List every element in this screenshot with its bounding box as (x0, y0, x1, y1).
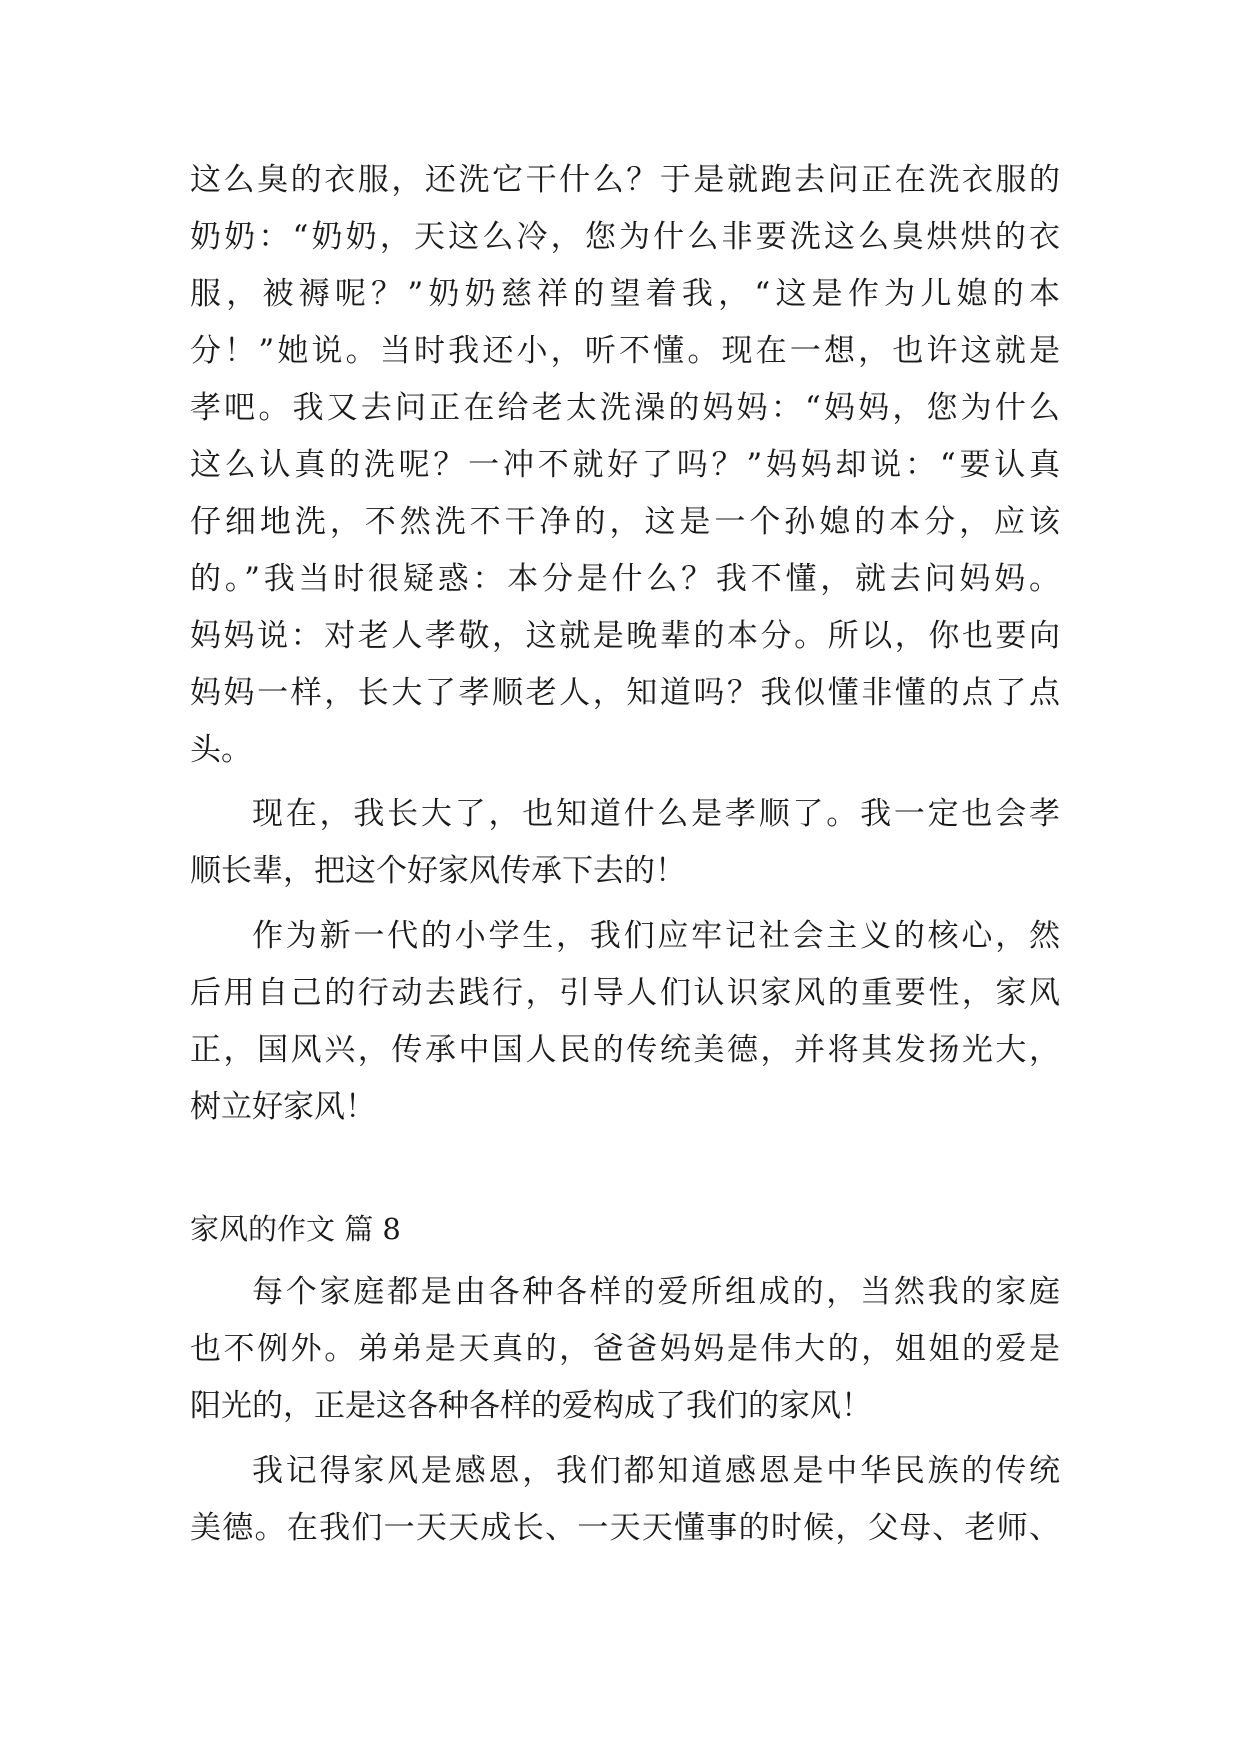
paragraph-line: 的。”我当时很疑惑：本分是什么？我不懂，就去问妈妈。 (190, 561, 1060, 597)
paragraph-line: 仔细地洗，不然洗不干净的，这是一个孙媳的本分，应该 (190, 504, 1060, 540)
paragraph-line: 作为新一代的小学生，我们应牢记社会主义的核心，然 (252, 918, 1060, 954)
paragraph-line: 阳光的，正是这各种各样的爱构成了我们的家风！ (190, 1388, 872, 1424)
paragraph-line: 也不例外。弟弟是天真的，爸爸妈妈是伟大的，姐姐的爱是 (190, 1331, 1060, 1367)
paragraph-line: 这么臭的衣服，还洗它干什么？于是就跑去问正在洗衣服的 (190, 162, 1060, 198)
section-heading: 家风的作文 篇 8 (190, 1212, 401, 1246)
paragraph-line: 妈妈说：对老人孝敬，这就是晚辈的本分。所以，你也要向 (190, 618, 1060, 654)
paragraph-line: 顺长辈，把这个好家风传承下去的！ (190, 853, 686, 889)
paragraph-line: 奶奶：“奶奶，天这么冷，您为什么非要洗这么臭烘烘的衣 (190, 219, 1060, 255)
paragraph-line: 这么认真的洗呢？一冲不就好了吗？”妈妈却说：“要认真 (190, 447, 1060, 483)
paragraph-line: 现在，我长大了，也知道什么是孝顺了。我一定也会孝 (252, 796, 1060, 832)
paragraph-line: 服，被褥呢？”奶奶慈祥的望着我，“这是作为儿媳的本 (190, 276, 1060, 312)
paragraph-line: 美德。在我们一天天成长、一天天懂事的时候，父母、老师、 (190, 1510, 1060, 1546)
paragraph-line: 正，国风兴，传承中国人民的传统美德，并将其发扬光大， (190, 1032, 1060, 1068)
paragraph-line: 我记得家风是感恩，我们都知道感恩是中华民族的传统 (252, 1453, 1060, 1489)
paragraph-line: 头。 (190, 732, 252, 768)
paragraph-line: 孝吧。我又去问正在给老太洗澡的妈妈：“妈妈，您为什么 (190, 390, 1060, 426)
paragraph-line: 后用自己的行动去践行，引导人们认识家风的重要性，家风 (190, 975, 1060, 1011)
paragraph-line: 分！”她说。当时我还小，听不懂。现在一想，也许这就是 (190, 333, 1060, 369)
paragraph-line: 妈妈一样，长大了孝顺老人，知道吗？我似懂非懂的点了点 (190, 675, 1060, 711)
paragraph-line: 每个家庭都是由各种各样的爱所组成的，当然我的家庭 (252, 1274, 1060, 1310)
paragraph-line: 树立好家风！ (190, 1089, 376, 1125)
